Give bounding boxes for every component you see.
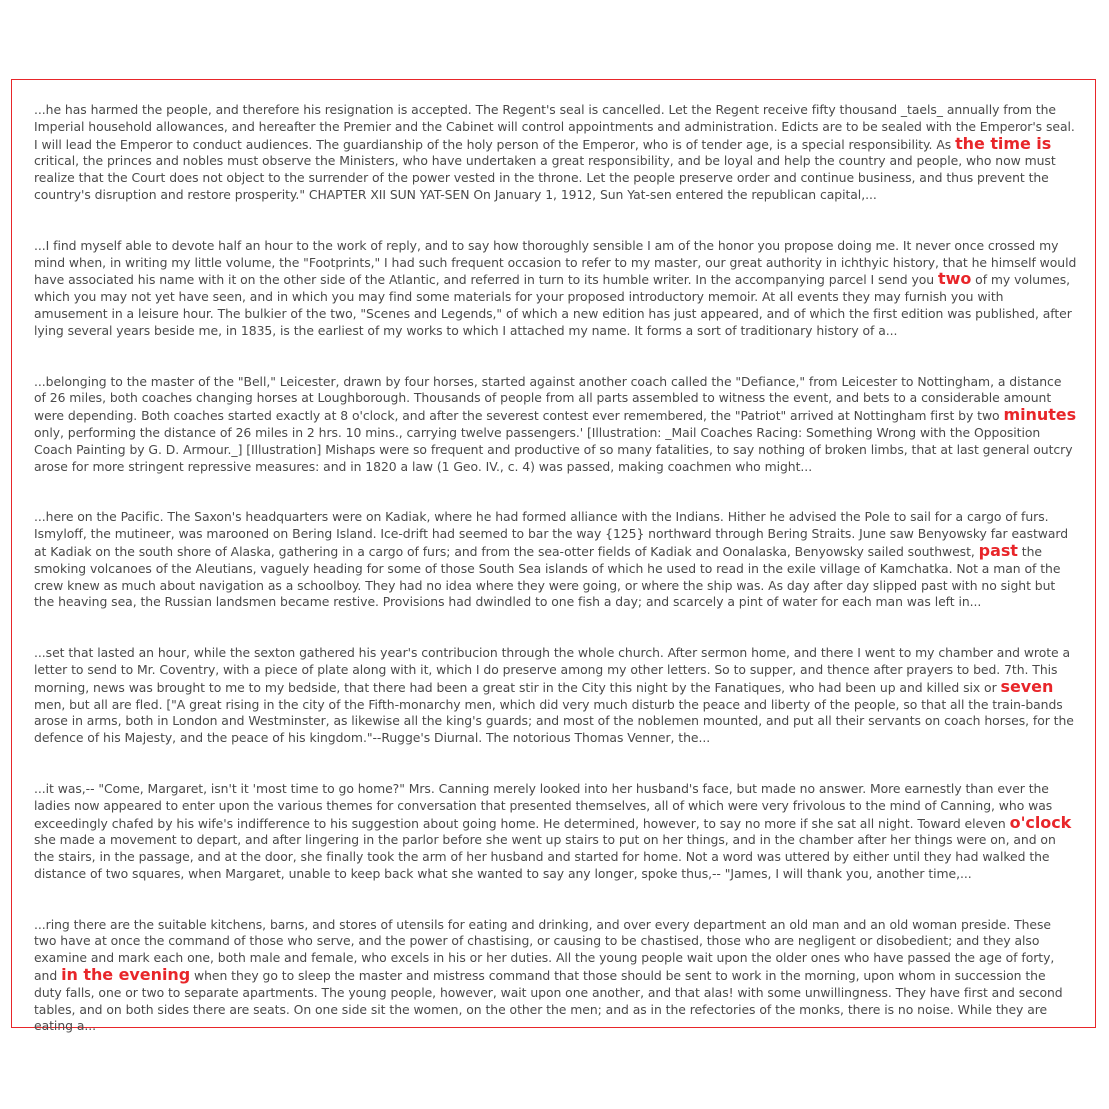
results-frame	[11, 79, 1096, 1034]
passage-text-before: ...belonging to the master of the "Bell," Leicester, drawn by four horses, started against another coach called the "Defiance," from Leicester to Nottingham, a distance of 26 miles, both coaches changing horses at Loughborough. Thousands of people from all parts assembled to witness the event, and bets to a considerable amount were depending. Both coaches started exactly at 8 o'clock, and after the severest contest ever remembered, the "Patriot" arrived at Nottingham first by two	[34, 373, 1062, 424]
passage-1	[34, 102, 1077, 204]
highlighted-keyword: o'clock	[1009, 812, 1072, 832]
highlighted-keyword: two	[938, 269, 972, 289]
passage-7	[34, 917, 1077, 1036]
passage-text-before: ...it was,-- "Come, Margaret, isn't it 'most time to go home?" Mrs. Canning merely looked into her husband's face, but made no answer. More earnestly than ever the ladies now appeared to enter upon the various themes for conversation that presented themselves, all of which were very frivolous to the mind of Canning, who was exceedingly chafed by his wife's indifference to his suggestion about going home. He determined, however, to say no more if she sat all night. Toward eleven	[34, 780, 1053, 831]
passage-text-before: ...here on the Pacific. The Saxon's headquarters were on Kadiak, where he had formed alliance with the Indians. Hither he advised the Pole to sail for a cargo of furs. Ismyloff, the mutineer, was marooned on Bering Island. Ice-drift had seemed to bar the way {125} northward through Bering Straits. June saw Benyowsky far eastward at Kadiak on the south shore of Alaska, gathering in a cargo of furs; and from the sea-otter fields of Kadiak and Oonalaska, Benyowsky sailed southwest,	[34, 509, 1069, 559]
passage-5	[34, 645, 1077, 747]
highlighted-keyword: seven	[1000, 676, 1054, 696]
passage-text-before: ...ring there are the suitable kitchens, barns, and stores of utensils for eating and drinking, and over every department an old man and an old woman preside. These two have at once the command of those who serve, and the power of chastising, or causing to be chastised, those who are negligent or disobedient; and they also examine and mark each one, both male and female, who excels in his or her duties. All the young people wait upon the older ones who have passed the age of forty, and	[34, 916, 1055, 984]
passage-text-after: of my volumes, which you may not yet have seen, and in which you may find some materials for your proposed introductory memoir. At all events they may furnish you with amusement in a leisure hour. The bulkier of the two, "Scenes and Legends," of which a new edition has just appeared, and of which the first edition was published, after lying several years beside me, in 1835, is the earliest of my works to which I attached my name. It forms a sort of traditionary history of a...	[34, 272, 1072, 338]
passage-2	[34, 238, 1077, 340]
passage-text-after: only, performing the distance of 26 miles in 2 hrs. 10 mins., carrying twelve passengers.' [Illustration: _Mail Coaches Racing: Something Wrong with the Opposition Coach Painting by G. D. Armour._] [Illustration] Mishaps were so frequent and productive of so many fatalities, to say nothing of broken limbs, that at last general outcry arose for more stringent repressive measures: and in 1820 a law (1 Geo. IV., c. 4) was passed, making coachmen who might...	[34, 424, 1073, 474]
highlighted-keyword: the time is	[955, 133, 1052, 153]
passage-4	[34, 509, 1077, 611]
passage-list	[34, 102, 1077, 1035]
passage-text-after: critical, the princes and nobles must observe the Ministers, who have undertaken a great responsibility, and be loyal and help the country and people, who now must realize that the Court does not object to the surrender of the power vested in the throne. Let the people preserve order and continue business, and thus prevent the country's disruption and restore prosperity." CHAPTER XII SUN YAT-SEN On January 1, 1912, Sun Yat-sen entered the republican capital,...	[34, 153, 1056, 202]
highlighted-keyword: in the evening	[61, 965, 191, 985]
passage-text-after: she made a movement to depart, and after lingering in the parlor before she went up stairs to put on her things, and in the chamber after her things were on, and on the stairs, in the passage, and at the door, she finally took the arm of her husband and started for home. Not a word was uttered by either until they had walked the distance of two squares, when Margaret, unable to keep back what she wanted to say any longer, spoke thus,-- "James, I will thank you, another time,...	[34, 832, 1056, 881]
passage-text-before: ...set that lasted an hour, while the sexton gathered his year's contribucion through the whole church. After sermon home, and there I went to my chamber and wrote a letter to send to Mr. Coventry, with a piece of plate along with it, which I do preserve among my other letters. So to supper, and thence after prayers to bed. 7th. This morning, news was brought to me to my bedside, that there had been a great stir in the City this night by the Fanatiques, who had been up and killed six or	[34, 645, 1071, 695]
highlighted-keyword: past	[978, 540, 1018, 560]
passage-6	[34, 781, 1077, 883]
passage-text-after: men, but all are fled. ["A great rising in the city of the Fifth-monarchy men, which did very much disturb the peace and liberty of the people, so that all the train-bands arose in arms, both in London and Westminster, as likewise all the king's guards; and most of the noblemen mounted, and put all their servants on coach horses, for the defence of his Majesty, and the peace of his kingdom."--Rugge's Diurnal. The notorious Thomas Venner, the...	[34, 696, 1074, 746]
highlighted-keyword: minutes	[1003, 405, 1077, 425]
passage-text-after: the smoking volcanoes of the Aleutians, vaguely heading for some of those South Sea islands of which he used to read in the exile village of Kamchatka. Not a man of the crew knew as much about navigation as a schoolboy. They had no idea where they were going, or where the ship was. As day after day slipped past with no sight but the heaving sea, the Russian landsmen became restive. Provisions had dwindled to one fish a day; and scarcely a pint of water for each man was left in...	[34, 543, 1061, 610]
passage-3	[34, 374, 1077, 476]
passage-text-after: when they go to sleep the master and mistress command that those should be sent to work in the morning, upon whom in succession the duty falls, one or two to separate apartments. The young people, however, wait upon one another, and that alas! with some unwillingness. They have first and second tables, and on both sides there are seats. On one side sit the women, on the other the men; and as in the refectories of the monks, there is no noise. While they are eating a...	[34, 968, 1063, 1034]
passage-text-before: ...I find myself able to devote half an hour to the work of reply, and to say how thoroughly sensible I am of the honor you propose doing me. It never once crossed my mind when, in writing my little volume, the "Footprints," I had such frequent occasion to refer to my master, our great authority in ichthyic history, that he himself would have associated his name with it on the other side of the Atlantic, and referred in turn to its humble writer. In the accompanying parcel I send you	[34, 237, 1077, 288]
passage-text-before: ...he has harmed the people, and therefore his resignation is accepted. The Regent's seal is cancelled. Let the Regent receive fifty thousand _taels_ annually from the Imperial household allowances, and hereafter the Premier and the Cabinet will control appointments and administration. Edicts are to be sealed with the Emperor's seal. I will lead the Emperor to conduct audiences. The guardianship of the holy person of the Emperor, who is of tender age, is a special responsibility. As	[34, 102, 1075, 152]
